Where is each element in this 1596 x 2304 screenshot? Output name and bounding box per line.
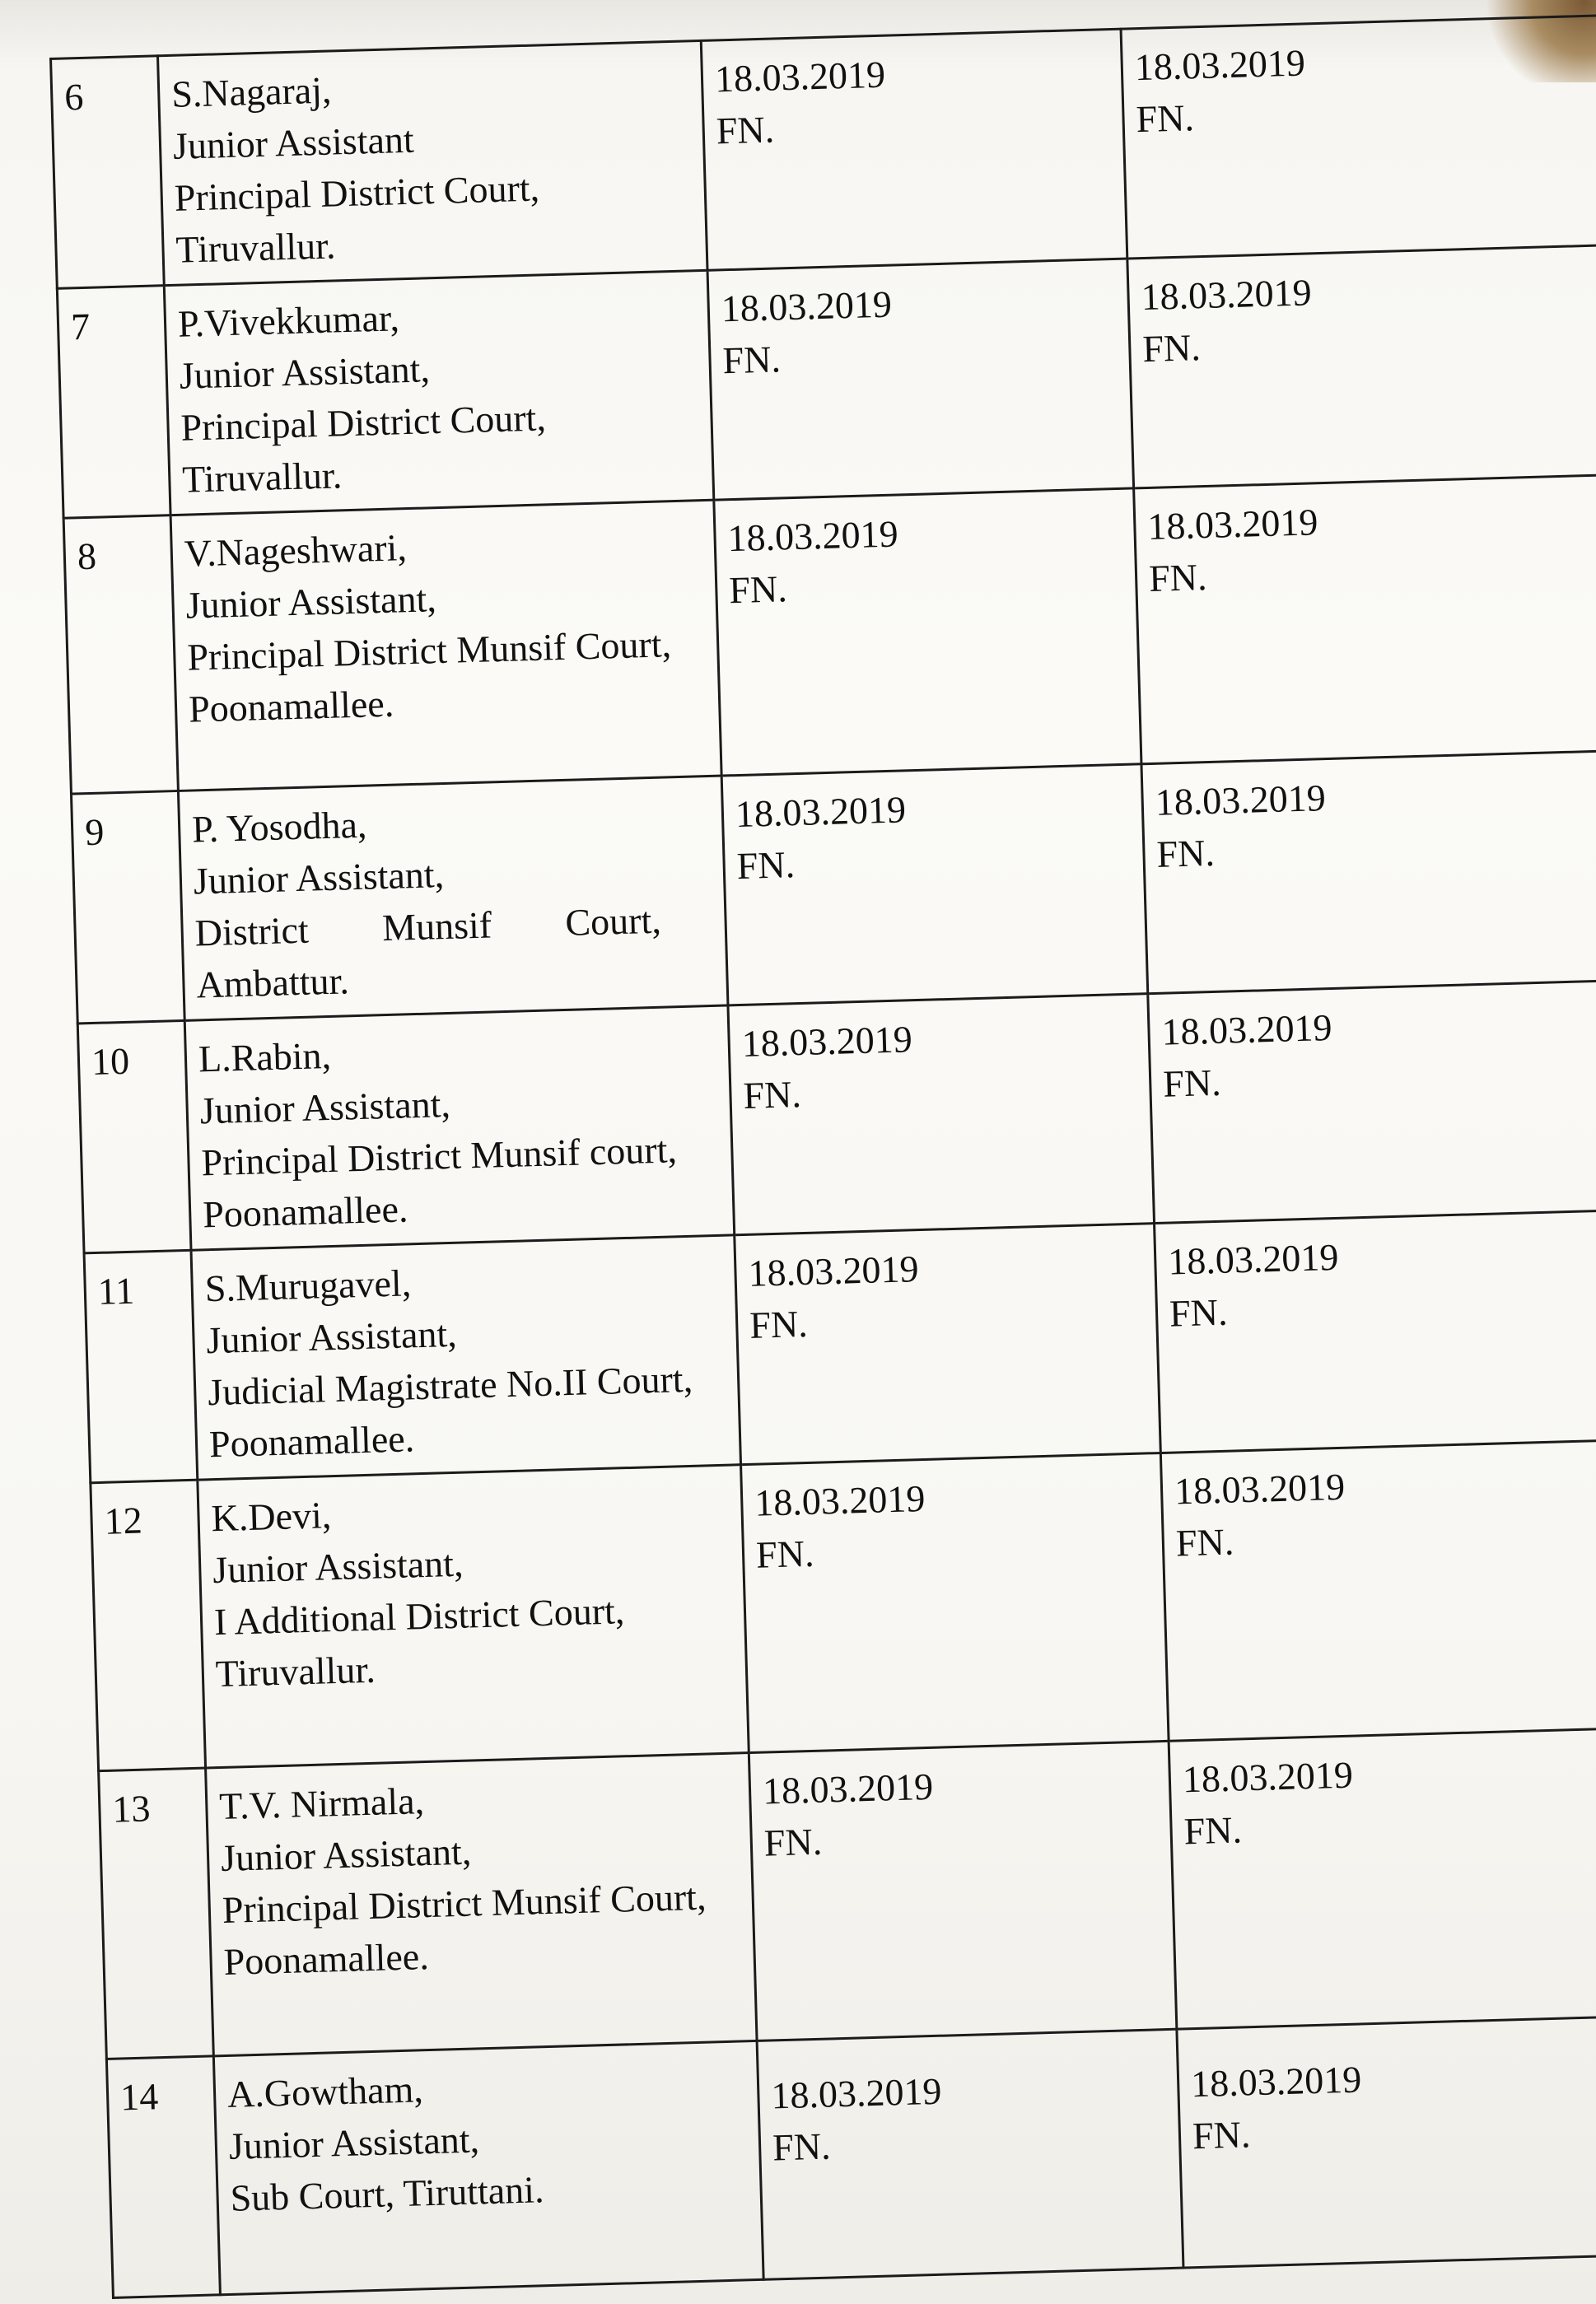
employee-court: Principal District Court, — [174, 166, 540, 219]
date-cell-2 — [1141, 750, 1596, 994]
employee-designation: Junior Assistant, — [199, 1082, 451, 1132]
employee-place: Tiruvallur. — [181, 454, 343, 501]
employee-court: District Munsif Court, — [194, 898, 662, 954]
date-cell-1 — [735, 1224, 1161, 1465]
date-cell-2 — [1134, 474, 1596, 764]
date-cell-1 — [714, 488, 1141, 776]
employee-place: Poonamallee. — [208, 1417, 415, 1466]
employee-court: Principal District Court, — [180, 396, 547, 449]
date-value: 18.03.2019 — [1174, 1465, 1346, 1513]
table-row — [77, 980, 1596, 1253]
date-value: 18.03.2019 — [1182, 1753, 1354, 1801]
serial-number: 7 — [57, 286, 170, 519]
serial-number: 9 — [71, 791, 184, 1024]
session-value: FN. — [1169, 1290, 1229, 1335]
date-cell-1 — [707, 259, 1134, 500]
session-value: FN. — [1135, 96, 1195, 141]
date-cell-2 — [1127, 245, 1596, 488]
table-row — [99, 1728, 1596, 2059]
date-value: 18.03.2019 — [1160, 1005, 1333, 1053]
employee-designation: Junior Assistant — [172, 118, 415, 167]
table-row — [63, 474, 1596, 794]
session-value: FN. — [742, 1073, 802, 1117]
employee-court: Sub Court, Tiruttani. — [229, 2168, 545, 2219]
session-value: FN. — [1141, 326, 1202, 371]
table-row — [106, 2015, 1596, 2297]
employee-place: Poonamallee. — [188, 682, 394, 730]
session-value: FN. — [749, 1302, 809, 1346]
employee-designation: Junior Assistant, — [193, 853, 445, 902]
date-value: 18.03.2019 — [1155, 777, 1327, 823]
employee-name: A.Gowtham, — [226, 2068, 424, 2115]
session-value: FN. — [716, 108, 775, 152]
session-value: FN. — [772, 2124, 832, 2169]
date-cell-2 — [1155, 1210, 1596, 1453]
date-value: 18.03.2019 — [1140, 271, 1313, 319]
employee-place: Poonamallee. — [202, 1187, 409, 1236]
session-value: FN. — [736, 843, 796, 888]
date-cell-2 — [1169, 1728, 1596, 2030]
session-value: FN. — [1148, 556, 1208, 599]
date-value: 18.03.2019 — [1134, 41, 1306, 89]
employee-name: S.Murugavel, — [204, 1262, 412, 1310]
employee-details — [178, 776, 728, 1020]
employee-designation: Junior Assistant, — [220, 1830, 472, 1880]
serial-number: 10 — [77, 1020, 191, 1253]
date-cell-1 — [701, 29, 1127, 270]
date-cell-2 — [1160, 1439, 1596, 1742]
employee-details — [191, 1235, 741, 1480]
serial-number: 14 — [106, 2056, 220, 2298]
document-sheet — [49, 14, 1596, 2280]
date-value: 18.03.2019 — [754, 1477, 926, 1524]
session-value: FN. — [721, 338, 782, 382]
employee-court: Principal District Munsif court, — [200, 1128, 678, 1184]
date-cell-2 — [1148, 980, 1596, 1224]
employee-name: L.Rabin, — [198, 1033, 332, 1080]
date-cell-1 — [757, 2029, 1183, 2279]
employee-details — [213, 2040, 763, 2294]
date-value: 18.03.2019 — [1146, 501, 1319, 548]
table-row — [57, 245, 1596, 518]
employee-court: I Additional District Court, — [213, 1589, 625, 1644]
serial-number: 6 — [51, 56, 165, 289]
date-cell-2 — [1177, 2015, 1596, 2268]
date-value: 18.03.2019 — [735, 788, 907, 836]
employee-details — [198, 1465, 749, 1768]
employee-place: Ambattur. — [195, 959, 350, 1006]
employee-name: P.Vivekkumar, — [177, 296, 400, 345]
table-row — [84, 1210, 1596, 1483]
table-row — [71, 750, 1596, 1024]
employee-place: Tiruvallur. — [215, 1648, 376, 1695]
employee-details — [170, 500, 721, 791]
session-value: FN. — [1175, 1520, 1234, 1565]
session-value: FN. — [1155, 831, 1216, 875]
date-value: 18.03.2019 — [1167, 1235, 1339, 1283]
employee-details — [157, 40, 707, 285]
serial-number: 8 — [63, 515, 178, 794]
session-value: FN. — [728, 567, 788, 612]
date-cell-1 — [721, 764, 1148, 1005]
employee-name: K.Devi, — [210, 1494, 332, 1540]
session-value: FN. — [1162, 1061, 1222, 1105]
employee-name: T.V. Nirmala, — [218, 1779, 425, 1828]
table-row — [51, 15, 1596, 288]
employee-designation: Junior Assistant, — [205, 1312, 458, 1362]
employee-court: Principal District Munsif Court, — [222, 1875, 707, 1932]
date-cell-1 — [749, 1741, 1177, 2040]
session-value: FN. — [755, 1532, 815, 1576]
serial-number: 11 — [84, 1250, 198, 1483]
table-row — [91, 1439, 1596, 1771]
serial-number: 13 — [99, 1768, 214, 2059]
employee-name: V.Nageshwari, — [184, 526, 408, 575]
employee-designation: Junior Assistant, — [228, 2118, 480, 2167]
staff-table — [49, 14, 1596, 2299]
employee-details — [164, 270, 714, 515]
date-value: 18.03.2019 — [741, 1018, 913, 1065]
date-cell-2 — [1121, 15, 1596, 259]
employee-court: Principal District Munsif Court, — [186, 623, 672, 679]
date-value: 18.03.2019 — [747, 1248, 920, 1294]
employee-name: P. Yosodha, — [191, 803, 368, 851]
employee-place: Poonamallee. — [222, 1935, 430, 1983]
date-value: 18.03.2019 — [714, 53, 886, 100]
date-value: 18.03.2019 — [762, 1765, 934, 1812]
serial-number: 12 — [91, 1480, 206, 1770]
date-cell-1 — [741, 1453, 1169, 1752]
session-value: FN. — [1183, 1808, 1243, 1853]
employee-details — [184, 1005, 735, 1250]
employee-designation: Junior Assistant, — [179, 347, 431, 397]
session-value: FN. — [1192, 2113, 1252, 2157]
employee-designation: Junior Assistant, — [184, 577, 437, 627]
date-value: 18.03.2019 — [726, 512, 899, 560]
date-value: 18.03.2019 — [1190, 2058, 1362, 2106]
employee-place: Tiruvallur. — [175, 224, 337, 271]
session-value: FN. — [763, 1820, 823, 1864]
date-value: 18.03.2019 — [721, 282, 893, 330]
date-value: 18.03.2019 — [770, 2069, 943, 2117]
employee-details — [206, 1753, 758, 2056]
date-cell-1 — [728, 994, 1155, 1235]
employee-designation: Junior Assistant, — [212, 1541, 464, 1592]
employee-court: Judicial Magistrate No.II Court, — [207, 1357, 693, 1414]
employee-name: S.Nagaraj, — [170, 68, 333, 115]
